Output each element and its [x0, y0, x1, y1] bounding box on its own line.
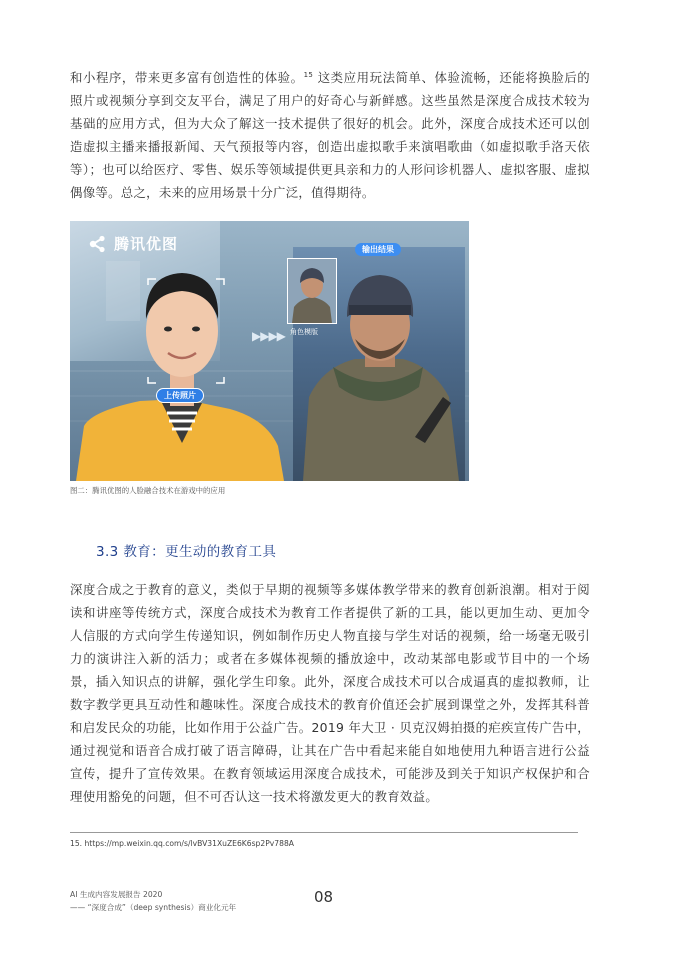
footnote-divider	[70, 832, 578, 833]
footer-report-title	[70, 888, 236, 914]
figure-face-fusion	[70, 221, 469, 481]
uploaded-photo-person	[70, 221, 300, 481]
footer-line-2: —— “深度合成”（deep synthesis）商业化元年	[70, 903, 237, 912]
section-title: 3.3 教育：更生动的教育工具	[96, 544, 277, 560]
logo-text: 腾讯优图	[114, 235, 179, 253]
footnote-ref[interactable]: 15	[303, 71, 314, 79]
output-result-tag: 输出结果	[355, 243, 401, 256]
figure-caption: 图二：腾讯优图的人脸融合技术在游戏中的应用	[70, 486, 226, 495]
character-template-label: 角色模版	[290, 328, 318, 336]
upload-photo-tag: 上传照片	[156, 388, 204, 403]
character-template-card	[287, 258, 337, 324]
footer-line-1: AI 生成内容发展报告 2020	[70, 890, 163, 899]
intro-paragraph	[70, 66, 590, 204]
page-number: 08	[314, 888, 334, 906]
footnote-link[interactable]: 15. https://mp.weixin.qq.com/s/lvBV31XuZE6K6sp2Pv788A	[70, 839, 294, 848]
character-template-thumbnail	[288, 259, 336, 323]
paragraph-text: 这类应用玩法简单、体验流畅，还能将换脸后的照片或视频分享到交友平台，满足了用户的好奇心与新鲜感。这些虽然是深度合成技术较为基础的应用方式，但为大众了解这一技术提供了很好的机会。此外，深度合成技术还可以创造虚拟主播来播报新闻、天气预报等内容，创造出虚拟歌手来演唱歌曲（如虚拟歌手洛天依等）；也可以给医疗、零售、娱乐等领域提供更具亲和力的人形问诊机器人、虚拟客服、虚拟偶像等。总之，未来的应用场景十分广泛，值得期待。	[70, 70, 590, 200]
paragraph-text: 和小程序，带来更多富有创造性的体验。	[70, 70, 304, 85]
education-paragraph: 深度合成之于教育的意义，类似于早期的视频等多媒体教学带来的教育创新浪潮。相对于阅读和讲座等传统方式，深度合成技术为教育工作者提供了新的工具，能以更加生动、更加令人信服的方式向学生传递知识，例如制作历史人物直接与学生对话的视频，给一场毫无吸引力的演讲注入新的活力；或者在多媒体视频的播放途中，改动某部电影或节目中的一个场景，插入知识点的讲解，强化学生印象。此外，深度合成技术可以合成逼真的虚拟教师，让数字教学更具互动性和趣味性。深度合成技术的教育价值还会扩展到课堂之外，发挥其科普和启发民众的功能，比如作用于公益广告。2019 年大卫 · 贝克汉姆拍摄的疟疾宣传广告中，通过视觉和语音合成打破了语言障碍，让其在广告中看起来能自如地使用九种语言进行公益宣传，提升了宣传效果。在教育领域运用深度合成技术，可能涉及到关于知识产权保护和合理使用豁免的问题，但不可否认这一技术将激发更大的教育效益。	[70, 582, 590, 804]
double-arrow-icon: ▶▶▶▶	[252, 329, 285, 343]
